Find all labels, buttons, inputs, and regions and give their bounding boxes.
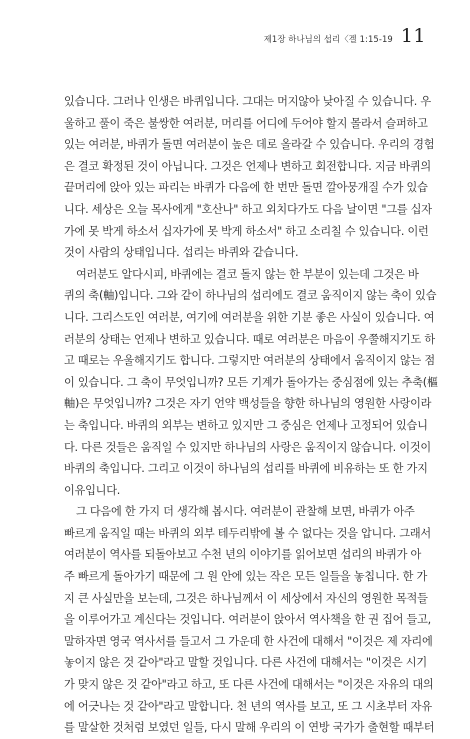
text-line: 에 어긋나는 것 같아"라고 말합니다. 천 년의 역사를 보고, 또 그 시초부터 자유	[64, 699, 432, 713]
text-line: 있는 여러분, 바퀴가 돌면 여러분이 높은 데로 올라갈 수 있습니다. 우리의 경험	[64, 138, 435, 152]
text-line: 지 큰 사실만을 보는데, 그것은 하나님께서 이 세상에서 자신의 영원한 목적들	[64, 591, 428, 605]
text-line: 그 다음에 한 가지 더 생각해 봅시다. 여러분이 관찰해 보면, 바퀴가 아주	[76, 505, 415, 519]
text-line: 가 맞지 않은 것 같아"라고 하고, 또 다른 사건에 대해서는 "이것은 자유의 대의	[64, 678, 434, 692]
text-line: 을 이루어가고 계신다는 것입니다. 여러분이 앉아서 역사책을 한 권 집어 들고,	[64, 613, 431, 627]
text-line: 이 있습니다. 그 축이 무엇입니까? 모든 기계가 돌아가는 중심점에 있는 추축(樞	[64, 375, 438, 389]
text-line: 軸)은 무엇입니까? 그것은 자기 언약 백성들을 향한 하나님의 영원한 사랑이라	[64, 397, 432, 411]
text-line: 놓이지 않은 것 같아"라고 말할 것입니다. 다른 사건에 대해서는 "이것은 시기	[64, 656, 427, 670]
text-line: 고 때로는 우울해지기도 합니다. 그렇지만 여러분의 상태에서 움직이지 않는 점	[64, 354, 435, 368]
text-line: 빠르게 움직일 때는 바퀴의 외부 테두리밖에 볼 수 없다는 것을 압니다. 그래서	[64, 526, 431, 540]
text-line: 여러분도 알다시피, 바퀴에는 결코 돌지 않는 한 부분이 있는데 그것은 바	[76, 267, 419, 281]
text-line: 니다. 세상은 오늘 목사에게 "호산나" 하고 외치다가도 다음 날이면 "그를 십자	[64, 202, 432, 216]
text-line: 퀴의 축(軸)입니다. 그와 같이 하나님의 섭리에도 결코 움직이지 않는 축이 있습	[64, 289, 437, 303]
text-line: 는 축입니다. 바퀴의 외부는 변하고 있지만 그 중심은 언제나 고정되어 있습니	[64, 418, 428, 432]
text-line: 이유입니다.	[64, 483, 121, 497]
text-line: 끝머리에 앉아 있는 파리는 바퀴가 다음에 한 번만 돌면 깔아뭉개질 수가 있습	[64, 181, 428, 195]
text-line: 여러분이 역사를 되돌아보고 수천 년의 이야기를 읽어보면 섭리의 바퀴가 아	[64, 548, 422, 562]
body-text	[64, 91, 438, 739]
text-line: 것이 사람의 상태입니다. 섭리는 바퀴와 같습니다.	[64, 246, 299, 260]
paragraph	[64, 501, 435, 739]
paragraph	[64, 91, 435, 264]
text-line: 러분의 상태는 언제나 변하고 있습니다. 때로 여러분은 마음이 우쭐해지기도 하	[64, 332, 435, 346]
paragraph	[64, 264, 438, 502]
text-line: 다. 다른 것들은 움직일 수 있지만 하나님의 사랑은 움직이지 않습니다. 이것이	[64, 440, 431, 454]
page-number: 11	[400, 25, 426, 47]
text-line: 말하자면 영국 역사서를 들고서 그 가운데 한 사건에 대해서 "이것은 제 자리에	[64, 634, 433, 648]
text-line: 니다. 그리스도인 여러분, 여기에 여러분을 위한 기분 좋은 사실이 있습니다. 여	[64, 310, 435, 324]
text-line: 가에 못 박게 하소서 십자가에 못 박게 하소서" 하고 소리칠 수 있습니다. 이런	[64, 224, 429, 238]
text-line: 주 빠르게 돌아가기 때문에 그 원 안에 있는 작은 모든 일들을 놓칩니다. 한 가	[64, 570, 428, 584]
running-title: 제1장 하나님의 섭리〈겔 1:15-19	[263, 34, 393, 44]
running-header	[264, 25, 426, 47]
text-line: 있습니다. 그러나 인생은 바퀴입니다. 그대는 머지않아 낮아질 수 있습니다. 우	[64, 95, 431, 108]
text-line: 를 말살한 것처럼 보였던 일들, 다시 말해 우리의 이 연방 국가가 출현할 때부터	[64, 721, 435, 735]
text-line: 은 결코 확정된 것이 아닙니다. 그것은 언제나 변하고 회전합니다. 지금 바퀴의	[64, 159, 431, 173]
text-line: 바퀴의 축입니다. 그리고 이것이 하나님의 섭리를 바퀴에 비유하는 또 한 가지	[64, 462, 428, 476]
text-line: 울하고 풀이 죽은 불쌍한 여러분, 머리를 어디에 두어야 할지 몰라서 슬퍼하고	[64, 116, 428, 130]
